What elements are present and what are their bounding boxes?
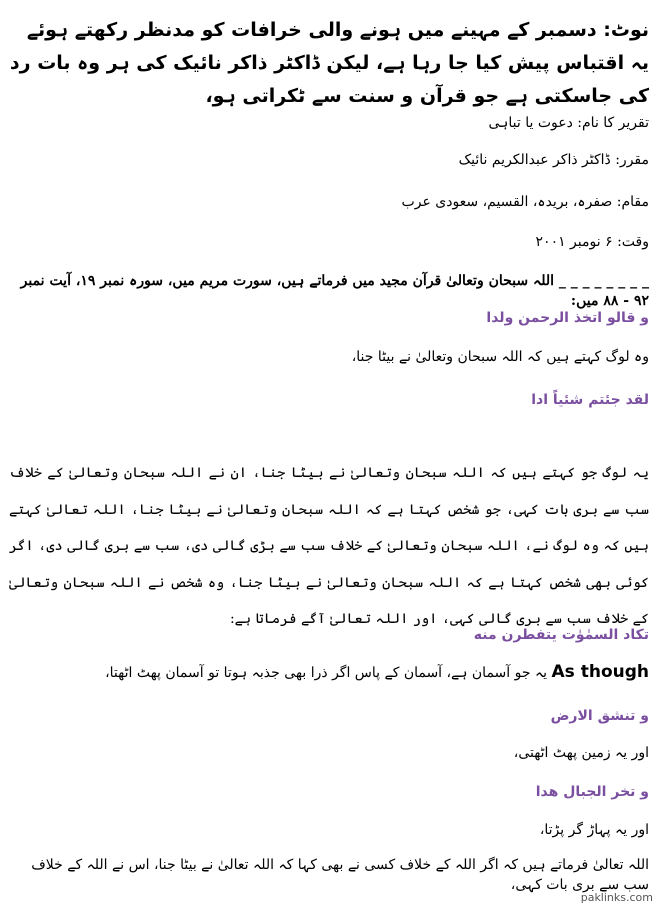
verse-1-arabic: و قالو اتخذ الرحمن ولدا (486, 310, 649, 326)
verse-1-translation: وہ لوگ کہتے ہیں کہ اللہ سبحان وتعالیٰ نے بیٹا جنا، (351, 349, 649, 365)
intro-line: _ _ _ _ _ _ _ _ اللہ سبحان وتعالیٰ قرآن مجید میں فرماتے ہیں، سورت مریم میں، سورہ نمبر ۱۹، آیت نمبر ۹۲ - ۸۸ میں: (20, 273, 649, 309)
verse-2-arabic: لقد جئتم شئیاً ادا (531, 392, 649, 408)
site-footer: paklinks.com (580, 891, 653, 904)
verse-4-translation: اور یہ زمین پھٹ اٹھتی، (513, 745, 649, 761)
verse-5-translation: اور یہ پہاڑ گر پڑتا، (539, 822, 649, 838)
note-header: نوٹ: دسمبر کے مہینے میں ہونے والی خرافات کو مدنظر رکھتے ہوئے یہ اقتباس پیش کیا جا رہا ہے، لیکن ڈاکٹر ذاکر نائیک کی ہر وہ بات رد کی جاسکتی ہے جو قرآن و سنت سے ٹکراتی ہو، (9, 19, 649, 107)
speaker: مقرر: ڈاکٹر ذاکر عبدالکریم نائیک (458, 152, 649, 168)
closing-line: اللہ تعالیٰ فرماتے ہیں کہ اگر اللہ کے خلاف کسی نے بھی کہا کہ اللہ تعالیٰ نے بیٹا جنا، اس نے اللہ کے خلاف سب سے بری بات کہی، (31, 857, 649, 893)
verse-3-urdu: یہ جو آسمان ہے، آسمان کے پاس اگر ذرا بھی جذبہ ہوتا تو آسمان پھٹ اٹھتا، (105, 665, 548, 681)
verse-3-arabic: تکاد السمٰوٰت یتفطرن منه (473, 627, 649, 643)
venue: مقام: صفرہ، بریدہ، القسیم، سعودی عرب (401, 194, 649, 210)
commentary-paragraph: یہ لوگ جو کہتے ہیں کہ اللہ سبحان وتعالیٰ نے بیٹا جنا، ان نے اللہ سبحان وتعالیٰ کے خلاف سب سے بری بات کہی، جو شخص کہتا ہے کہ اللہ سبحان وتعالیٰ نے بیٹا جنا، اللہ تعالیٰ کہتے ہیں کہ وہ لوگ نے، اللہ سبحان وتعالیٰ کے خلاف سب سے بڑی گالی دی، سب سے بری گالی دی، اگر کوئی بھی شخص کہتا ہے کہ اللہ سبحان وتعالیٰ نے بیٹا جنا، وہ شخص نے اللہ سبحان وتعالیٰ کے خلاف سب سے بری گالی کہی، اور اللہ تعالیٰ آگے فرماتا ہے: (9, 465, 649, 627)
speech-title: تقریر کا نام: دعوت یا تباہی (488, 115, 649, 131)
verse-4-arabic: و تنشق الارض (550, 708, 649, 724)
verse-5-arabic: و تخر الجبال هدا (535, 784, 649, 800)
verse-3-english-lead: As though (551, 662, 649, 682)
date: وقت: ۶ نومبر ۲۰۰۱ (535, 234, 649, 250)
verse-3-translation (9, 662, 649, 683)
